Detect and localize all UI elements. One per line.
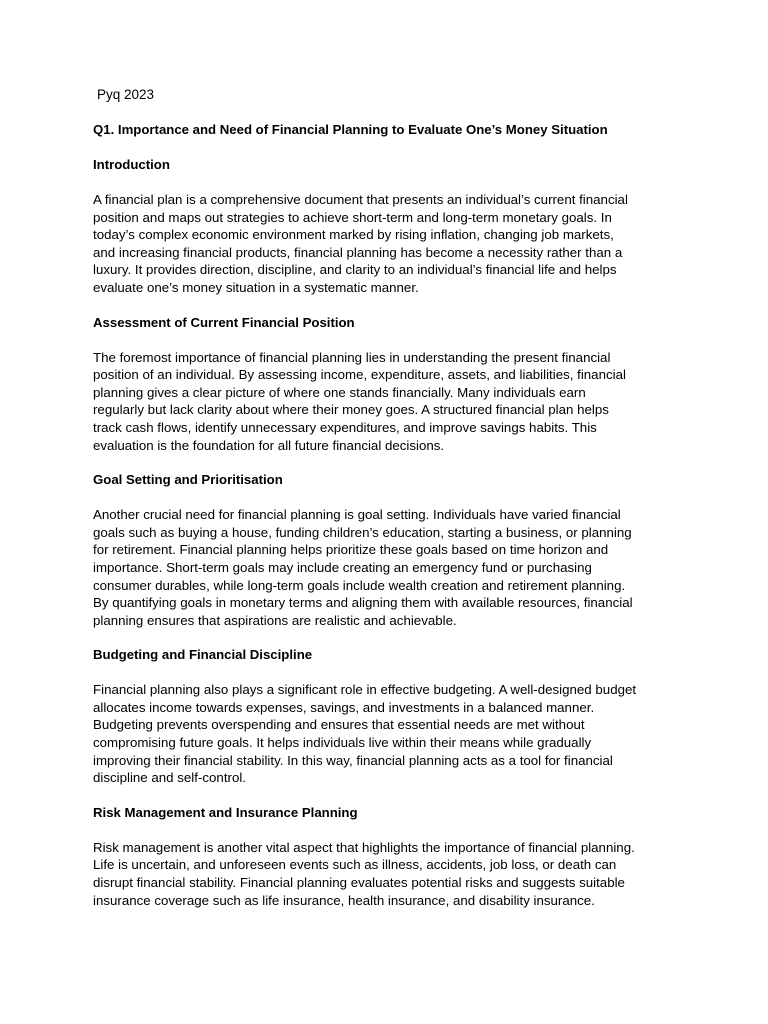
section-paragraph [93,349,683,455]
paragraph-line: position of an individual. By assessing income, expenditure, assets, and liabilities, financial [93,367,626,383]
paragraph-line: luxury. It provides direction, discipline, and clarity to an individual’s financial life and helps [93,262,617,278]
paragraph-line: discipline and self-control. [93,770,246,786]
section-paragraph [93,506,683,629]
section-heading: Risk Management and Insurance Planning [93,804,358,820]
paragraph-line: Financial planning also plays a significant role in effective budgeting. A well-designed budget [93,682,637,698]
section-heading: Assessment of Current Financial Position [93,314,355,330]
section-paragraph [93,191,683,297]
paragraph-line: consumer durables, while long-term goals include wealth creation and retirement planning. [93,577,626,593]
paragraph-line: today’s complex economic environment marked by rising inflation, changing job markets, [93,227,614,243]
paragraph-line: planning gives a clear picture of where one stands financially. Many individuals earn [93,384,586,400]
document-page [93,86,683,926]
question-title: Q1. Importance and Need of Financial Planning to Evaluate One’s Money Situation [93,122,608,137]
paragraph-line: track cash flows, identify unnecessary expenditures, and improve savings habits. This [93,419,597,435]
section-heading: Goal Setting and Prioritisation [93,472,283,488]
paragraph-line: Budgeting prevents overspending and ensures that essential needs are met without [93,717,585,733]
section-paragraph [93,681,683,787]
section-heading: Budgeting and Financial Discipline [93,647,313,663]
paragraph-line: insurance coverage such as life insurance, health insurance, and disability insurance. [93,892,595,908]
paragraph-line: goals such as buying a house, funding children’s education, starting a business, or planning [93,524,632,540]
document-label: Pyq 2023 [97,87,155,102]
paragraph-line: planning ensures that aspirations are realistic and achievable. [93,612,457,628]
paragraph-line: improving their financial stability. In this way, financial planning acts as a tool for financial [93,752,613,768]
paragraph-line: Life is uncertain, and unforeseen events such as illness, accidents, job loss, or death can [93,857,617,873]
section-paragraph [93,839,683,909]
section-heading: Introduction [93,157,170,172]
paragraph-line: for retirement. Financial planning helps prioritize these goals based on time horizon and [93,542,609,558]
paragraph-line: regularly but lack clarity about where their money goes. A structured financial plan helps [93,402,609,418]
paragraph-line: Risk management is another vital aspect that highlights the importance of financial planning. [93,839,635,855]
paragraph-line: allocates income towards expenses, savings, and investments in a balanced manner. [93,699,595,715]
paragraph-line: disrupt financial stability. Financial planning evaluates potential risks and suggests suitable [93,875,625,891]
paragraph-line: A financial plan is a comprehensive document that presents an individual’s current financial [93,192,628,207]
paragraph-line: and increasing financial products, financial planning has become a necessity rather than a [93,244,623,260]
paragraph-line: evaluation is the foundation for all future financial decisions. [93,437,445,453]
paragraph-line: By quantifying goals in monetary terms and aligning them with available resources, financial [93,595,633,611]
paragraph-line: evaluate one’s money situation in a systematic manner. [93,279,419,295]
paragraph-line: The foremost importance of financial planning lies in understanding the present financial [93,349,611,365]
paragraph-line: position and maps out strategies to achieve short-term and long-term monetary goals. In [93,209,612,225]
paragraph-line: compromising future goals. It helps individuals live within their means while gradually [93,735,592,751]
paragraph-line: importance. Short-term goals may include creating an emergency fund or purchasing [93,559,592,575]
paragraph-line: Another crucial need for financial planning is goal setting. Individuals have varied financial [93,507,621,523]
